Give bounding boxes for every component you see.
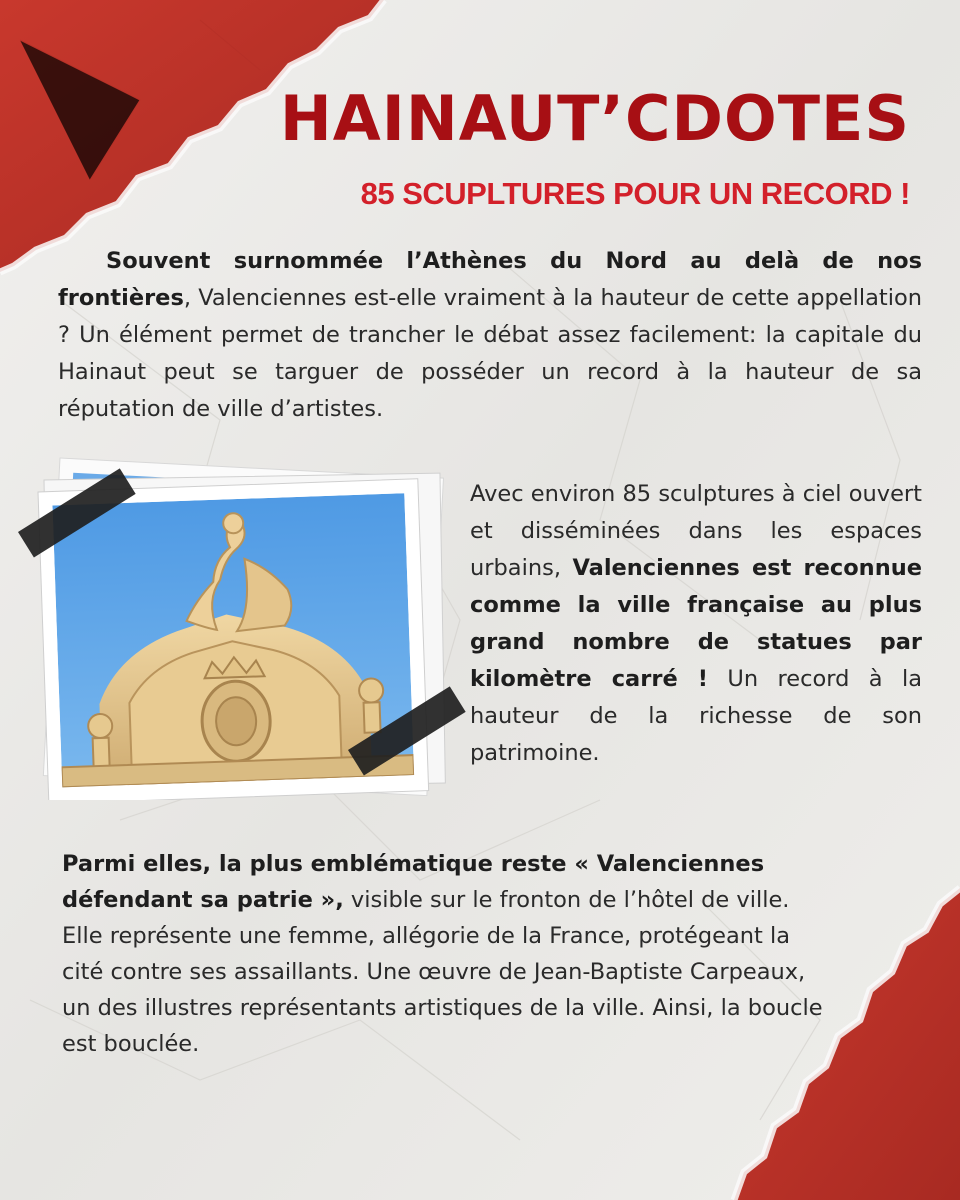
record-paragraph [470, 476, 922, 772]
record-bold: Valenciennes est reconnue comme la ville française au plus grand nombre de statues par kilomètre carré ! [470, 555, 922, 692]
sculpture-photo [18, 450, 478, 800]
record-text-after: Un record à la hauteur de la richesse de son patrimoine. [470, 666, 922, 766]
intro-bold: Souvent surnommée l’Athènes du Nord au delà de nos frontières [58, 248, 922, 311]
closing-paragraph [62, 846, 832, 1062]
intro-paragraph [58, 243, 922, 428]
record-text-before: Avec environ 85 sculptures à ciel ouvert et disséminées dans les espaces urbains, [470, 481, 922, 581]
closing-text: visible sur le fronton de l’hôtel de ville. Elle représente une femme, allégorie de la France, protégeant la cité contre ses assaillants. Une œuvre de Jean-Baptiste Carpeaux, un des illustres représentants artistiques de la ville. Ainsi, la boucle est bouclée. [62, 887, 823, 1057]
page-subtitle: 85 SCUPLTURES POUR UN RECORD ! [360, 176, 910, 211]
page-title: HAINAUT’CDOTES [279, 82, 910, 155]
intro-text: , Valenciennes est-elle vraiment à la hauteur de cette appellation ? Un élément permet de trancher le débat assez facilement: la capitale du Hainaut peut se targuer de posséder un record à la hauteur de sa réputation de ville d’artistes. [58, 285, 922, 422]
closing-bold: Parmi elles, la plus emblématique reste « Valenciennes défendant sa patrie », [62, 851, 765, 913]
